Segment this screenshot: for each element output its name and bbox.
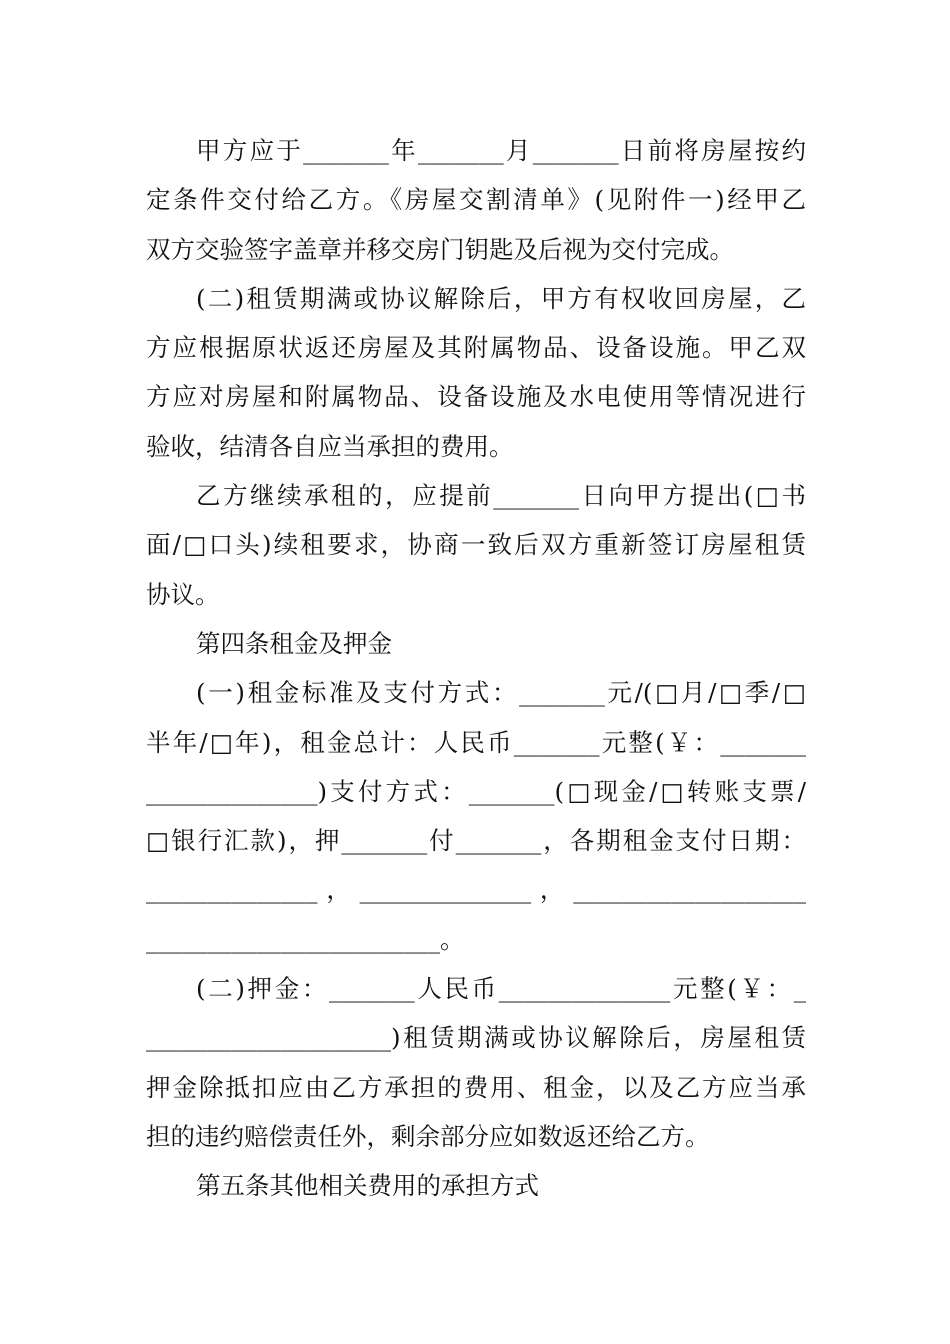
text-line: 方应根据原状返还房屋及其附属物品、设备设施。甲乙双 xyxy=(146,333,806,363)
text-line: 协议。 xyxy=(146,579,220,609)
text-line: ______________，______________，___________________ xyxy=(146,875,806,905)
text-line: 定条件交付给乙方。《房屋交割清单》(见附件一)经甲乙 xyxy=(146,185,806,215)
section-heading: 第五条其他相关费用的承担方式 xyxy=(196,1171,539,1201)
text-line: 半年/□年)，租金总计：人民币_______元整(￥：_______ xyxy=(146,727,806,757)
text-line: ______________)支付方式：_______(□现金/□转账支票/ xyxy=(146,776,806,806)
section-heading: 第四条租金及押金 xyxy=(196,628,392,658)
text-line: 验收，结清各自应当承担的费用。 xyxy=(146,431,514,461)
text-line: (二)租赁期满或协议解除后，甲方有权收回房屋，乙 xyxy=(196,283,806,313)
text-line: 押金除抵扣应由乙方承担的费用、租金，以及乙方应当承 xyxy=(146,1072,806,1102)
text-line: 乙方继续承租的，应提前_______日向甲方提出(□书 xyxy=(196,481,806,511)
text-line: 担的违约赔偿责任外，剩余部分应如数返还给乙方。 xyxy=(146,1121,710,1151)
text-line: 双方交验签字盖章并移交房门钥匙及后视为交付完成。 xyxy=(146,234,734,264)
text-line: 面/□口头)续租要求，协商一致后双方重新签订房屋租赁 xyxy=(146,530,806,560)
text-line: ________________________。 xyxy=(146,924,465,954)
text-line: ____________________)租赁期满或协议解除后，房屋租赁 xyxy=(146,1023,806,1053)
text-line: (二)押金：_______人民币______________元整(￥：_ xyxy=(196,974,806,1004)
text-line: □银行汇款)，押_______付_______，各期租金支付日期： xyxy=(146,826,806,856)
text-line: 甲方应于_______年_______月_______日前将房屋按约 xyxy=(196,136,806,165)
text-line: (一)租金标准及支付方式：_______元/(□月/□季/□ xyxy=(196,678,806,708)
text-line: 方应对房屋和附属物品、设备设施及水电使用等情况进行 xyxy=(146,382,806,412)
document-page xyxy=(146,126,806,1211)
